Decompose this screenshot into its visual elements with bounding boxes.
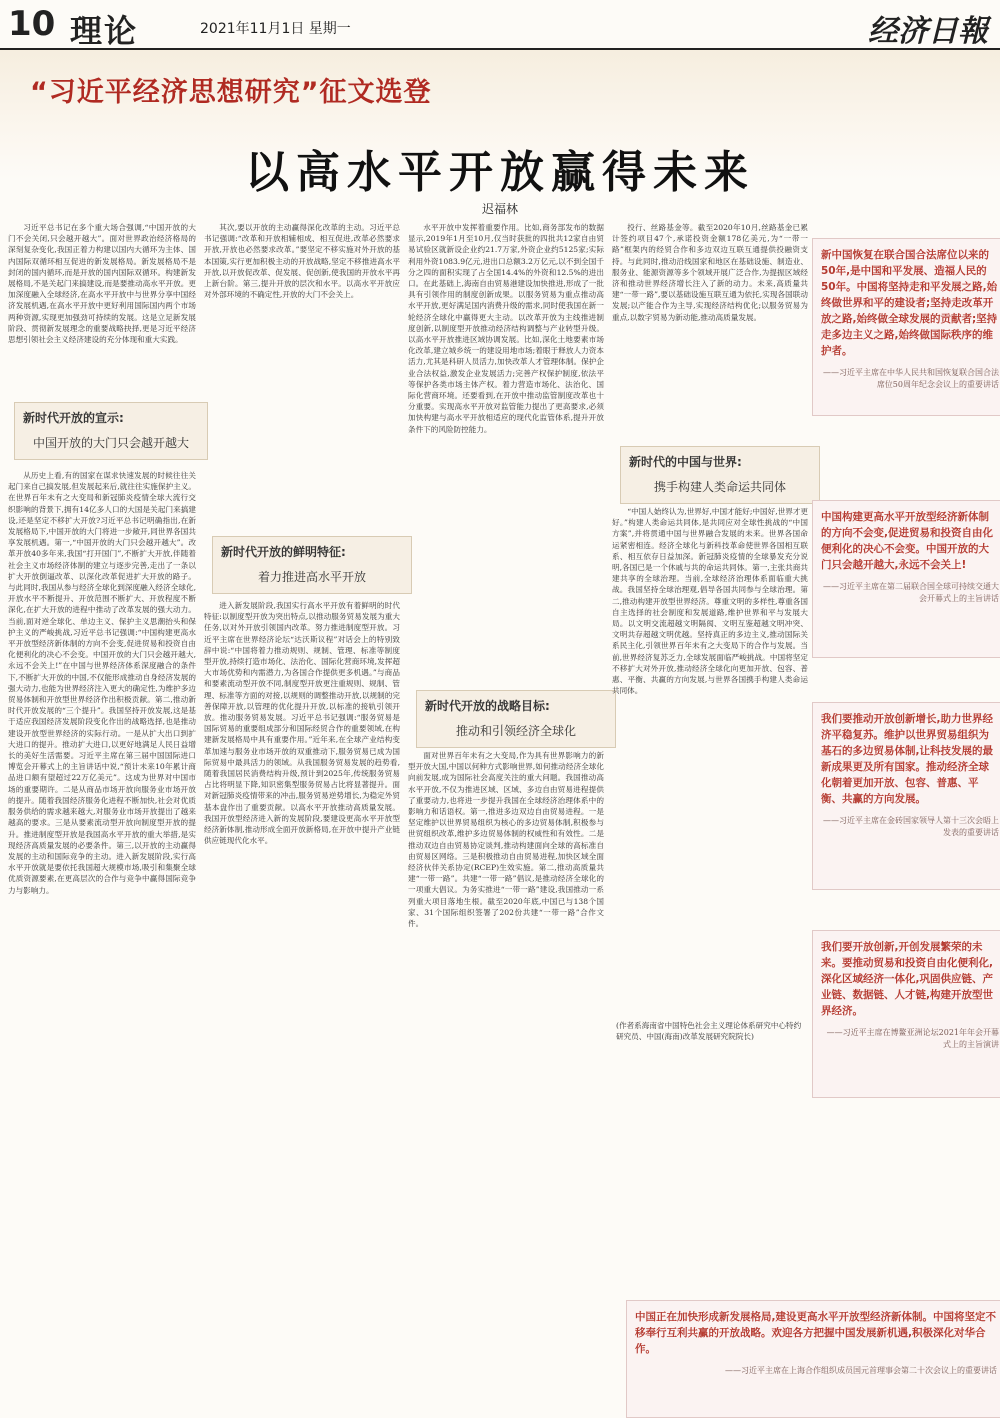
body-column-2a: 其次,要以开放的主动赢得深化改革的主动。习近平总书记强调:“改革和开放相辅相成、相互促进,改革必然要求开放,开放也必然要求改革。”要坚定不移实施对外开放的基本国策,实行更加积极主动的开放战略,坚定不移推进高水平开放,以开放促改革、促发展、促创新,使我国的开放水平再上新台阶。第三,提升开放的层次和水平。以高水平开放应对外部环境的不确定性,开放的大门不会关上。 xyxy=(204,223,400,300)
subheading-3 xyxy=(416,690,616,748)
subheading-3-subtitle: 推动和引领经济全球化 xyxy=(455,724,576,738)
quote-source: ——习近平主席在第二届联合国全球可持续交通大会开幕式上的主旨讲话 xyxy=(823,582,999,603)
issue-date: 2021年11月1日 星期一 xyxy=(200,21,351,37)
quote-box-4 xyxy=(812,930,1000,1098)
subheading-2-title: 新时代开放的鲜明特征: xyxy=(221,545,346,559)
subheading-3-title: 新时代开放的战略目标: xyxy=(425,699,550,713)
quote-source: ——习近平主席在金砖国家领导人第十三次会晤上发表的重要讲话 xyxy=(823,816,999,837)
quote-text: 新中国恢复在联合国合法席位以来的50年,是中国和平发展、造福人民的50年。中国将坚持走和平发展之路,始终做世界和平的建设者;坚持走改革开放之路,始终做全球发展的贡献者;坚持走多边主义之路,始终做国际秩序的维护者。 xyxy=(821,249,998,357)
quote-source: ——习近平主席在中华人民共和国恢复联合国合法席位50周年纪念会议上的重要讲话 xyxy=(823,368,999,389)
series-title: “习近平经济思想研究”征文选登 xyxy=(30,77,432,108)
subheading-2 xyxy=(212,536,412,594)
body-column-4a: 投行、丝路基金等。截至2020年10月,丝路基金已累计签约项目47个,承诺投资金额178亿美元,为“一带一路”框架内的经贸合作和多边双边互联互通提供投融资支持。与此同时,推动沿线国家和地区在基础设施、制造业、服务业、能源资源等多个领域开展广泛合作,为提振区域经济和推动世界经济增长注入了新的动力。未来,高质量共建“一带一路”,要以基础设施互联互通为依托,实现各国联动发展;以产能合作为主导,实现经济结构优化;以服务贸易为重点,以数字贸易为新动能,推动高质量发展。 xyxy=(612,223,808,322)
quote-text: 中国构建更高水平开放型经济新体制的方向不会变,促进贸易和投资自由化便利化的决心不会变。中国开放的大门只会越开越大,永远不会关上! xyxy=(821,511,993,571)
quote-box-3 xyxy=(812,702,1000,890)
article-author: 迟福林 xyxy=(481,202,518,216)
body-column-3a: 水平开放中发挥着重要作用。比如,商务部发布的数据显示,2019年1月至10月,仅当时获批的四批共12家自由贸易试验区就新设企业约21.7万家,外资企业约5125家;实际利用外资1083.9亿元,进出口总额3.2万亿元,以不到全国千分之四的面积实现了占全国14.4%的外资和12.5%的进出口。在此基础上,海南自由贸易港建设加快推进,形成了一批具有引领作用的制度创新成果。以服务贸易为重点推动高水平开放,更好满足国内消费升级的需求,同时使我国在新一轮经济全球化中赢得更大主动。以改革开放为主线推进制度创新,以制度型开放推动经济结构调整与产业转型升级。以高水平开放推进区域协调发展。比如,深化土地要素市场化改革,建立城乡统一的建设用地市场;着眼于释放人力资本活力,尤其是科研人员活力,加快改革人才管理体制。保护企业合法权益,激发企业发展活力;完善产权保护制度,依法平等保护各类市场主体产权。着力营造市场化、法治化、国际化营商环境。还要看到,在开放中推动监管制度改革也十分重要。实现高水平开放对监管能力提出了更高要求,必须加快构建与高水平开放相适应的现代化监管体系,提升开放条件下的风险防控能力。 xyxy=(408,223,604,434)
subheading-1-title: 新时代开放的宣示: xyxy=(23,411,124,425)
quote-box-2 xyxy=(812,500,1000,658)
subheading-4-title: 新时代的中国与世界: xyxy=(629,455,742,469)
subheading-1 xyxy=(14,402,208,460)
body-column-1a: 习近平总书记在多个重大场合强调,“中国开放的大门不会关闭,只会越开越大”。面对世界政治经济格局的深刻复杂变化,我国正着力构建以国内大循环为主体、国内国际双循环相互促进的新发展格局。新发展格局不是封闭的国内循环,而是开放的国内国际双循环。构建新发展格局,不是关起门来搞建设,而是要推动高水平开放。更加深度融入全球经济,在高水平开放中与世界分享中国经济发展机遇,在高水平开放中更好利用国际国内两个市场两种资源,实现更加强劲可持续的发展。这是立足新发展阶段、贯彻新发展理念的重要战略抉择,更是习近平经济思想引领社会主义经济建设的充分体现和重大实践。 xyxy=(8,223,196,345)
quote-box-5 xyxy=(626,1300,1000,1418)
body-column-2b: 进入新发展阶段,我国实行高水平开放有着鲜明的时代特征:以制度型开放为突出特点,以推动服务贸易发展为重大任务,以对外开放引领国内改革。努力推进制度型开放。习近平主席在世界经济论坛“达沃斯议程”对话会上的特别致辞中说:“中国将着力推动规则、规制、管理、标准等制度型开放,持续打造市场化、法治化、国际化营商环境,发挥超大市场优势和内需潜力,为各国合作提供更多机遇。”与商品和要素流动型开放不同,制度型开放更注重规则、规制、管理、标准等方面的对接,以规则的调整推动开放,以规制的完善保障开放,以管理的优化提升开放,以标准的接轨引领开放。推动服务贸易发展。习近平总书记强调:“服务贸易是国际贸易的重要组成部分和国际经贸合作的重要领域,在构建新发展格局中具有重要作用。”近年来,在全球产业结构变革加速与服务业市场开放的双重推动下,服务贸易已成为国际贸易中最具活力的领域。从我国服务贸易发展的趋势看,随着我国居民消费结构升级,预计到2025年,传统服务贸易占比将明显下降,知识密集型服务贸易占比将显著提升。面对新冠肺炎疫情带来的冲击,服务贸易逆势增长,为稳定外贸基本盘作出了重要贡献。以高水平开放推动高质量发展。我国开放型经济进入新的发展阶段,要建设更高水平开放型经济新体制,推动形成全面开放新格局,在开放中提升产业链供应链现代化水平。 xyxy=(204,601,400,846)
author-credit: (作者系海南省中国特色社会主义理论体系研究中心特约研究员、中国(海南)改革发展研究院院长) xyxy=(616,1021,802,1041)
subheading-2-subtitle: 着力推进高水平开放 xyxy=(257,570,366,584)
quote-source: ——习近平主席在博鳌亚洲论坛2021年年会开幕式上的主旨演讲 xyxy=(826,1028,999,1049)
article-headline: 以高水平开放赢得未来 xyxy=(245,147,755,198)
section-title: 理论 xyxy=(70,12,139,50)
subheading-1-subtitle: 中国开放的大门只会越开越大 xyxy=(32,436,189,450)
subheading-4 xyxy=(620,446,820,504)
quote-box-1 xyxy=(812,238,1000,416)
body-column-3b: 面对世界百年未有之大变局,作为具有世界影响力的新型开放大国,中国以何种方式影响世界,如何推动经济全球化向前发展,成为国际社会高度关注的重大问题。我国推动高水平开放,不仅为推进区域、区域、多边自由贸易进程提供了重要动力,也将进一步提升我国在全球经济治理体系中的影响力和话语权。第一,推进多边双边自由贸易进程。一是坚定维护以世界贸易组织为核心的多边贸易体制,积极参与世贸组织改革,维护多边贸易体制的权威性和有效性。二是推动双边自由贸易协定谈判,推动构建面向全球的高标准自由贸易区网络。三是积极推动自由贸易进程,加快区域全面经济伙伴关系协定(RCEP)生效实施。第二,推动高质量共建“一带一路”。共建“一带一路”倡议,是推动经济全球化的一项重大倡议。为务实推进“一带一路”建设,我国推动一系列重大项目落地生根。截至2020年底,中国已与138个国家、31个国际组织签署了202份共建“一带一路”合作文件。 xyxy=(408,751,604,929)
body-column-4b: “中国人始终认为,世界好,中国才能好;中国好,世界才更好。”构建人类命运共同体,是共同应对全球性挑战的“中国方案”,并将贯通中国与世界融合发展的未来。世界各国命运紧密相连。经济全球化与新科技革命使世界各国相互联系、相互依存日益加深。新冠肺炎疫情的全球暴发充分说明,各国已是一个休戚与共的命运共同体。第一,主张共商共建共享的全球治理。当前,全球经济治理体系面临重大挑战。我国坚持全球治理观,倡导各国共同参与全球治理。第二,推动构建开放型世界经济。尊重文明的多样性,尊重各国自主选择的社会制度和发展道路,维护世界和平与发展大局。以文明交流超越文明隔阂、文明互鉴超越文明冲突、文明共存超越文明优越。坚持真正的多边主义,推动国际关系民主化,引领世界百年未有之大变局下的合作与发展。当前,世界经济复苏乏力,全球发展面临严峻挑战。中国将坚定不移扩大对外开放,推动经济全球化向更加开放、包容、普惠、平衡、共赢的方向发展,与世界各国携手构建人类命运共同体。 xyxy=(612,507,808,696)
page-number: 10 xyxy=(8,4,56,44)
quote-text: 中国正在加快形成新发展格局,建设更高水平开放型经济新体制。中国将坚定不移奉行互利共赢的开放战略。欢迎各方把握中国发展新机遇,积极深化对华合作。 xyxy=(635,1311,996,1355)
newspaper-masthead: 经济日報 xyxy=(868,14,988,49)
body-column-1b: 从历史上看,有的国家在谋求快速发展的时候往往关起门来自己搞发展,但发展起来后,就往往实施保护主义。在世界百年未有之大变局和新冠肺炎疫情全球大流行交织影响的背景下,拥有14亿多人口的大国是关起门来搞建设,还是坚定不移扩大开放?习近平总书记明确指出,在新发展格局下,中国开放的大门将进一步敞开,同世界各国共享发展机遇。第一,“中国开放的大门只会越开越大”。改革开放40多年来,我国“打开国门”,不断扩大开放,伴随着社会主义市场经济体制的建立与逐步完善,走出了一条以扩大开放倒逼改革、以深化改革促进扩大开放的路子。与此同时,我国从参与经济全球化到深度融入经济全球化,开放水平不断提升、开放范围不断扩大、开放程度不断深化,在扩大开放的进程中推动了改革发展的强大动力。当前,面对逆全球化、单边主义、保护主义思潮抬头和保护主义的严峻挑战,习近平总书记强调:“中国构建更高水平开放型经济新体制的方向不会变,促进贸易和投资自由化便利化的决心不会变。中国开放的大门只会越开越大,永远不会关上!”在中国与世界经济体系深度融合的条件下,不断扩大开放的中国,不仅能形成推动自身经济发展的强大动力,也能为世界经济注入更大的确定性,为维护多边贸易体制和开放型世界经济作出积极贡献。第二,推动新时代开放发展的“三个提升”。我国坚持开放发展,这是基于适应我国经济发展阶段变化作出的战略选择,也是推动建设开放型世界经济的实际行动。一是从扩大出口到扩大进口的提升。推动扩大进口,以更好地满足人民日益增长的美好生活需要。习近平主席在第三届中国国际进口博览会开幕式上的主旨讲话中说,“预计未来10年累计商品进口额有望超过22万亿美元”。这成为世界对中国市场的重要期许。二是从商品市场开放向服务业市场开放的提升。随着我国经济服务化进程不断加快,社会对优质服务供给的需求越来越大,对服务业市场开放提出了越来越高的要求。三是从要素流动型开放向制度型开放的提升。推进制度型开放是我国高水平开放的重大举措,是实现经济高质量发展的必要条件。第三,以开放的主动赢得发展的主动和国际竞争的主动。进入新发展阶段,实行高水平开放就是要依托我国超大规模市场,吸引和集聚全球优质资源要素,在更高层次的合作与竞争中赢得国际竞争力与影响力。 xyxy=(8,471,196,895)
quote-source: ——习近平主席在上海合作组织成员国元首理事会第二十次会议上的重要讲话 xyxy=(725,1366,997,1375)
quote-text: 我们要开放创新,开创发展繁荣的未来。要推动贸易和投资自由化便利化,深化区域经济一体化,巩固供应链、产业链、数据链、人才链,构建开放型世界经济。 xyxy=(821,941,993,1017)
quote-text: 我们要推动开放创新增长,助力世界经济平稳复苏。维护以世界贸易组织为基石的多边贸易体制,让科技发展的最新成果更及所有国家。推动经济全球化朝着更加开放、包容、普惠、平衡、共赢的方向发展。 xyxy=(821,713,993,805)
page-header xyxy=(0,0,1000,50)
subheading-4-subtitle: 携手构建人类命运共同体 xyxy=(653,480,786,494)
